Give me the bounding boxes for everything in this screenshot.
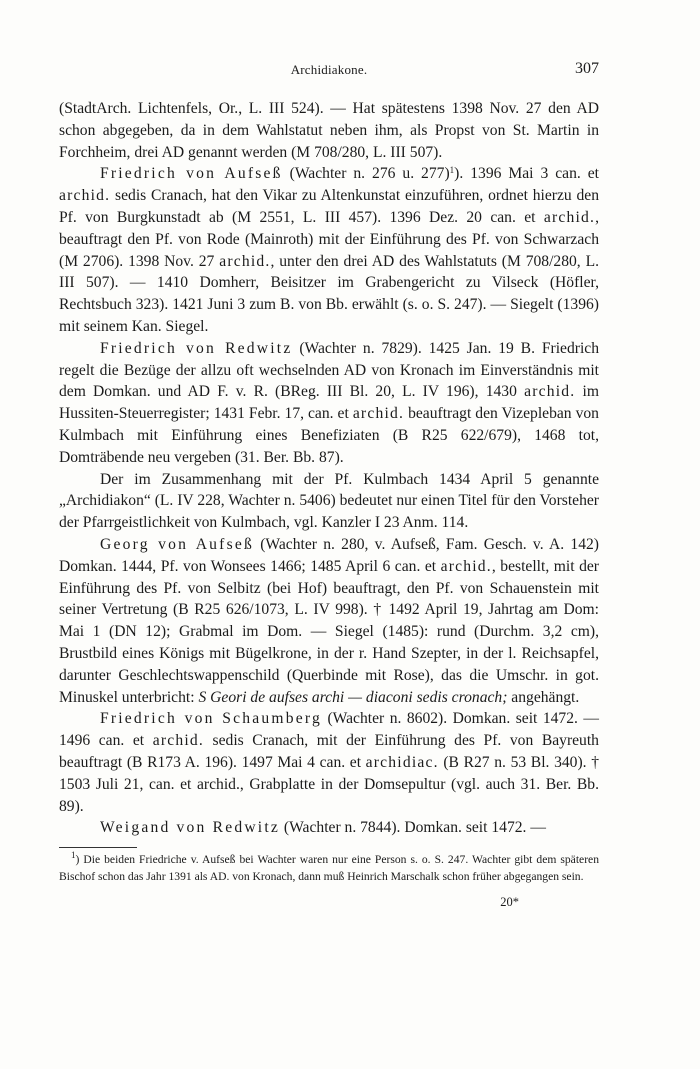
paragraph-georg-aufsess: Georg von Aufseß (Wachter n. 280, v. Aufseß, Fam. Gesch. v. A. 142) Domkan. 1444, Pf. von Wonsees 1466; 1485 April 6 can. et archid., bestellt, mit der Einführung des Pf. von Selbitz (bei Hof) beauftragt, den Pf. von Schauenstein mit seiner Vertretung (B R25 626/1073, L. IV 998). † 1492 April 19, Jahrtag am Dom: Mai 1 (DN 12); Grabmal im Dom. — Siegel (1485): rund (Durchm. 3,2 cm), Brustbild eines Königs mit Bügelkrone, in der r. Hand Szepter, in der l. Reichsapfel, darunter Geschlechtswappenschild (Querbinde mit Rose), das die Umschr. in got. Minuskel unterbricht: S Geori de aufses archi — diaconi sedis cronach; angehängt.	[59, 535, 599, 706]
person-name: Weigand von Redwitz	[100, 819, 280, 837]
paragraph-friedrich-aufsess: Friedrich von Aufseß (Wachter n. 276 u. 277)$^1$). 1396 Mai 3 can. et archid. sedis Cranach, hat den Vikar zu Altenkunstat einzuführen, ordnet hierzu den Pf. von Burgkunstadt ab (M 2551, L. III 457). 1396 Dez. 20 can. et archid., beauftragt den Pf. von Rode (Mainroth) mit der Einführung des Pf. von Schwarzach (M 2706). 1398 Nov. 27 archid., unter den drei AD des Wahlstatuts (M 708/280, L. III 507). — 1410 Domherr, Beisitzer im Grabengericht zu Vilseck (Höfler, Rechtsbuch 323). 1421 Juni 3 zum B. von Bb. erwählt (s. o. S. 247). — Siegelt (1396) mit seinem Kan. Siegel.	[59, 165, 599, 335]
running-head: Archidiakone.	[290, 62, 368, 77]
paragraph-friedrich-redwitz: Friedrich von Redwitz (Wachter n. 7829). 1425 Jan. 19 B. Friedrich regelt die Bezüge der allzu oft wechselnden AD von Kronach im Einverständnis mit dem Domkan. und AD F. v. R. (BReg. III Bl. 20, L. IV 196), 1430 archid. im Hussiten-Steuerregister; 1431 Febr. 17, can. et archid. beauftragt den Vizepleban von Kulmbach mit Einführung eines Benefiziaten (B R25 622/679), 1468 tot, Domträbende neu vergeben (31. Ber. Bb. 87).	[59, 339, 599, 466]
person-name: Friedrich von Redwitz	[100, 339, 293, 357]
footnote: $^1$) Die beiden Friedriche v. Aufseß bei Wachter waren nur eine Person s. o. S. 247. Wachter gibt dem späteren Bischof schon das Jahr 1391 als AD. von Kronach, dann muß Heinrich Marschalk schon früher abgegangen sein.	[59, 850, 599, 883]
paragraph-weigand-redwitz: Weigand von Redwitz (Wachter n. 7844). Domkan. seit 1472. —	[100, 819, 546, 837]
page-header	[59, 62, 599, 82]
page-number: 307	[575, 60, 599, 77]
paragraph-friedrich-schaumberg: Friedrich von Schaumberg (Wachter n. 8602). Domkan. seit 1472. — 1496 can. et archid. sedis Cranach, mit der Einführung des Pf. von Bayreuth beauftragt (B R173 A. 196). 1497 Mai 4 can. et archidiac. (B R27 n. 53 Bl. 340). † 1503 Juli 21, can. et archid., Grabplatte in der Domsepultur (vgl. auch 31. Ber. Bb. 89).	[59, 710, 600, 815]
signature-mark: 20*	[500, 895, 519, 910]
paragraph-kulmbach-note: Der im Zusammenhang mit der Pf. Kulmbach 1434 April 5 genannte „Archidiakon“ (L. IV 228, Wachter n. 5406) bedeutet nur einen Titel für den Vorsteher der Pfarrgeistlichkeit von Kulmbach, vgl. Kanzler I 23 Anm. 114.	[59, 470, 599, 532]
person-name: Friedrich von Aufseß	[100, 165, 283, 183]
person-name: Friedrich von Schaumberg	[100, 710, 322, 728]
page	[59, 62, 599, 910]
body-text	[59, 98, 599, 839]
paragraph-1: (StadtArch. Lichtenfels, Or., L. III 524). — Hat spätestens 1398 Nov. 27 den AD schon abgegeben, da in dem Wahlstatut neben ihm, als Propst von St. Martin in Forchheim, drei AD genannt werden (M 708/280, L. III 507).	[59, 100, 599, 161]
footnote-number: 1	[71, 850, 76, 861]
seal-inscription: S Geori de aufses archi — diaconi sedis cronach;	[198, 688, 508, 706]
person-name: Georg von Aufseß	[100, 535, 254, 553]
footnote-ref: 1	[449, 165, 455, 176]
footnote-divider	[59, 847, 137, 848]
